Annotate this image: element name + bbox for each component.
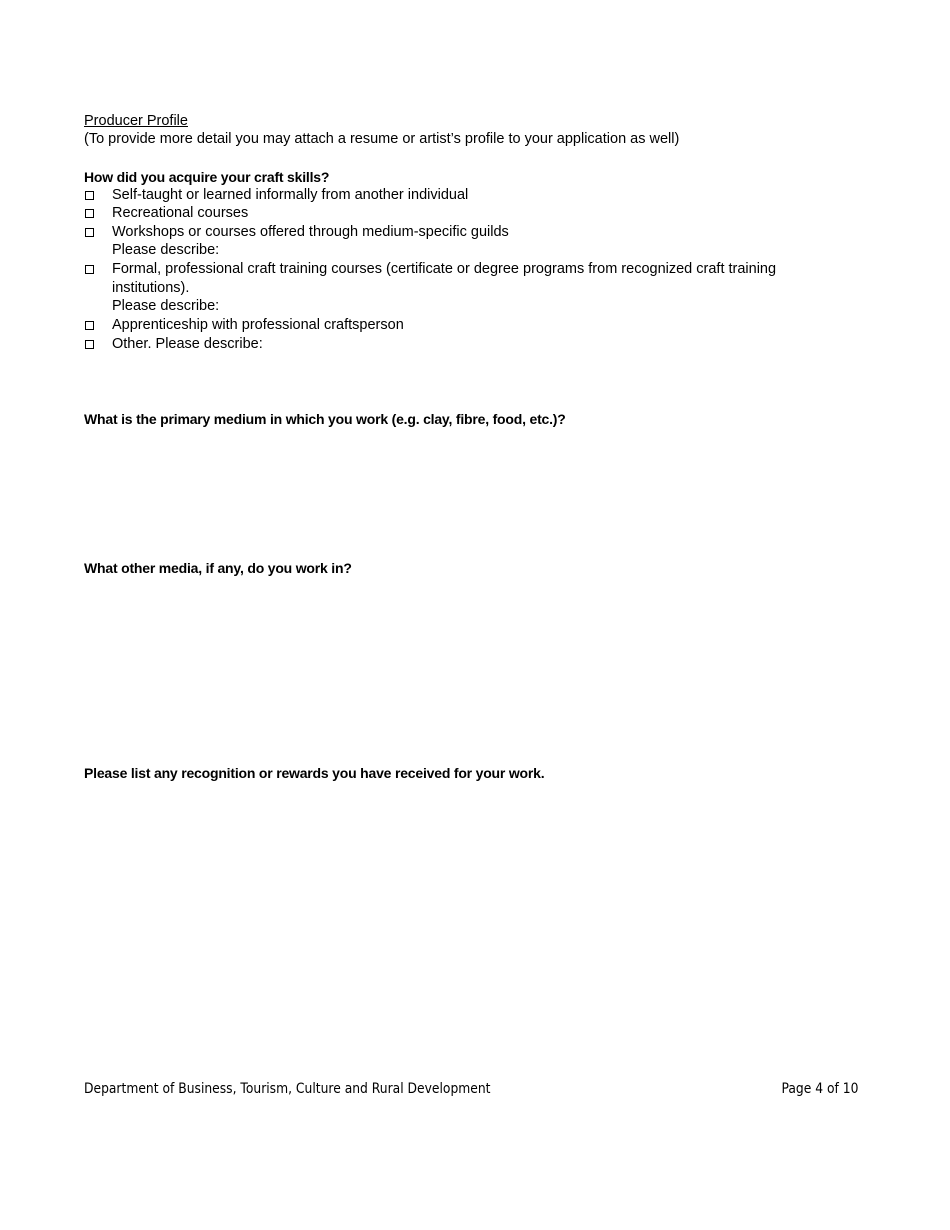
option-formal-training-label-line1: Formal, professional craft training courses (certificate or degree programs from recognized craft training — [112, 261, 777, 277]
checkbox-recreational[interactable] — [85, 209, 94, 218]
option-formal-training-describe: Please describe: — [112, 298, 220, 314]
checkbox-formal-training[interactable] — [85, 265, 94, 274]
section-title: Producer Profile — [84, 113, 188, 129]
checkbox-apprenticeship[interactable] — [85, 321, 94, 330]
option-workshops-describe: Please describe: — [112, 242, 220, 258]
option-apprenticeship-label: Apprenticeship with professional craftsperson — [112, 317, 404, 333]
checkbox-other[interactable] — [85, 340, 94, 349]
checkbox-self-taught[interactable] — [85, 191, 94, 200]
footer-department: Department of Business, Tourism, Culture and Rural Development — [84, 1081, 491, 1097]
footer-page-number: Page 4 of 10 — [781, 1081, 858, 1097]
section-note: (To provide more detail you may attach a resume or artist’s profile to your application as well) — [84, 131, 680, 147]
primary-medium-question: What is the primary medium in which you work (e.g. clay, fibre, food, etc.)? — [84, 411, 566, 427]
checkbox-workshops[interactable] — [85, 228, 94, 237]
option-other-label: Other. Please describe: — [112, 336, 263, 352]
other-media-question: What other media, if any, do you work in? — [84, 560, 352, 576]
option-workshops-label: Workshops or courses offered through medium-specific guilds — [112, 224, 509, 240]
option-formal-training-label-line2: institutions). — [112, 280, 190, 296]
option-self-taught-label: Self-taught or learned informally from another individual — [112, 187, 469, 203]
skills-question-label: How did you acquire your craft skills? — [84, 169, 330, 185]
option-recreational-label: Recreational courses — [112, 205, 249, 221]
recognition-question: Please list any recognition or rewards you have received for your work. — [84, 765, 545, 781]
